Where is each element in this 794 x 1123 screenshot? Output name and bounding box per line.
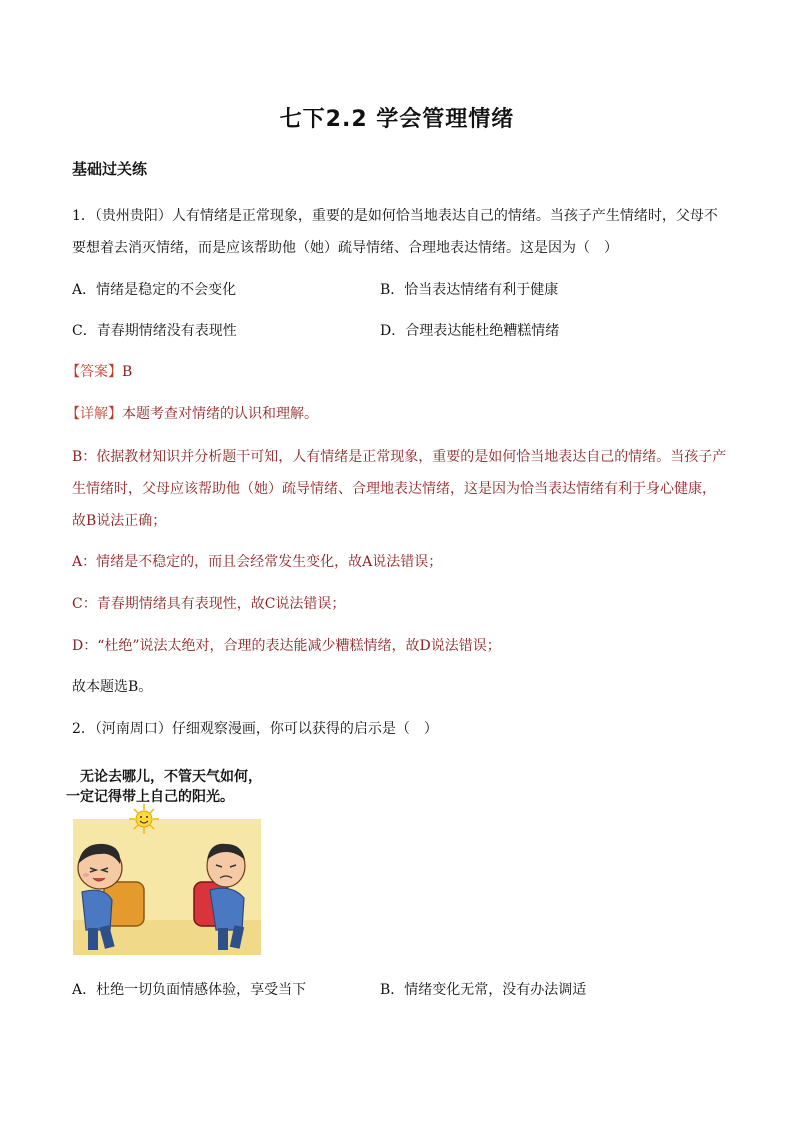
q2-option-a: A．杜绝一切负面情感体验，享受当下 (72, 982, 307, 998)
q1-stem-line1: 1．（贵州贵阳）人有情绪是正常现象，重要的是如何恰当地表达自己的情绪。当孩子产生情绪时，父母不 (72, 208, 718, 224)
q1-explain-line: B：依据教材知识并分析题干可知，人有情绪是正常现象，重要的是如何恰当地表达自己的情绪。当孩子产 (72, 449, 727, 465)
answer-tag: 【答案】 (66, 364, 122, 380)
comic-caption-line1: 无论去哪儿，不管天气如何， (80, 769, 262, 785)
detail-tag: 【详解】 (66, 406, 122, 422)
q1-explain-line: D：“杜绝”说法太绝对，合理的表达能减少糟糕情绪，故D说法错误； (72, 638, 501, 654)
q1-option-d: D．合理表达能杜绝糟糕情绪 (380, 323, 560, 339)
q1-explain-line: A：情绪是不稳定的，而且会经常发生变化，故A说法错误； (72, 554, 443, 570)
q1-explain-line: 生情绪时，父母应该帮助他（她）疏导情绪、合理地表达情绪，这是因为恰当表达情绪有利于身心健康， (72, 481, 716, 497)
q1-option-b: B．恰当表达情绪有利于健康 (380, 282, 559, 298)
answer-value: B (122, 364, 133, 380)
q1-explain-line: 故B说法正确； (72, 513, 167, 529)
detail-text: 本题考查对情绪的认识和理解。 (122, 406, 318, 422)
section-heading: 基础过关练 (72, 160, 148, 178)
q1-conclusion: 故本题选B。 (72, 679, 153, 695)
q1-explain-line: C：青春期情绪具有表现性，故C说法错误； (72, 596, 346, 612)
q1-option-a: A．情绪是稳定的不会变化 (72, 282, 237, 298)
comic-illustration (60, 762, 272, 958)
comic-caption-line2: 一定记得带上自己的阳光。 (66, 789, 234, 805)
q1-stem-line2: 要想着去消灭情绪，而是应该帮助他（她）疏导情绪、合理地表达情绪。这是因为（ ） (72, 240, 618, 256)
q1-option-c: C．青春期情绪没有表现性 (72, 323, 237, 339)
page-title: 七下2.2 学会管理情绪 (279, 107, 515, 132)
comic-drawing (60, 802, 272, 958)
q2-stem: 2．（河南周口）仔细观察漫画，你可以获得的启示是（ ） (72, 721, 438, 737)
q1-answer (66, 362, 132, 382)
q1-detail (66, 404, 318, 424)
q2-option-b: B．情绪变化无常，没有办法调适 (380, 982, 587, 998)
